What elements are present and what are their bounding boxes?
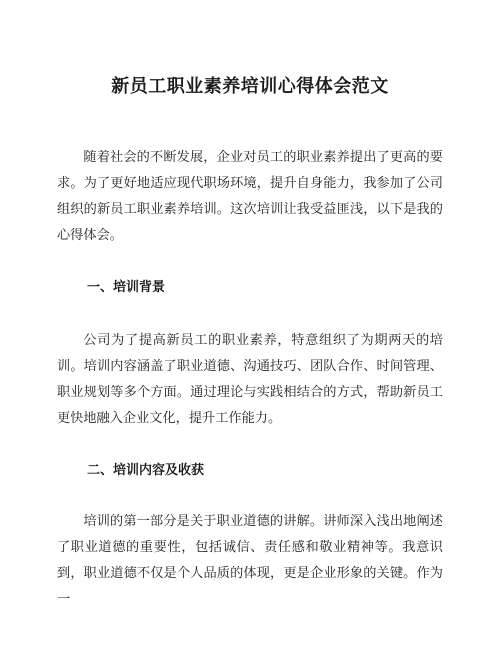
background-paragraph: 公司为了提高新员工的职业素养，特意组织了为期两天的培训。培训内容涵盖了职业道德、沟通技巧、团队合作、时间管理、职业规划等多个方面。通过理论与实践相结合的方式，帮助新员工更快地融入企业文化，提升工作能力。 [57, 333, 443, 426]
document-title: 新员工职业素养培训心得体会范文 [111, 76, 389, 98]
section-heading-content: 二、培训内容及收获 [87, 463, 205, 478]
intro-paragraph: 随着社会的不断发展，企业对员工的职业素养提出了更高的要求。为了更好地适应现代职场环境，提升自身能力，我参加了公司组织的新员工职业素养培训。这次培训让我受益匪浅，以下是我的心得体会。 [57, 150, 443, 243]
content-paragraph: 培训的第一部分是关于职业道德的讲解。讲师深入浅出地阐述了职业道德的重要性，包括诚信、责任感和敬业精神等。我意识到，职业道德不仅是个人品质的体现，更是企业形象的关键。作为一 [57, 514, 443, 607]
section-heading-background: 一、培训背景 [87, 280, 166, 295]
